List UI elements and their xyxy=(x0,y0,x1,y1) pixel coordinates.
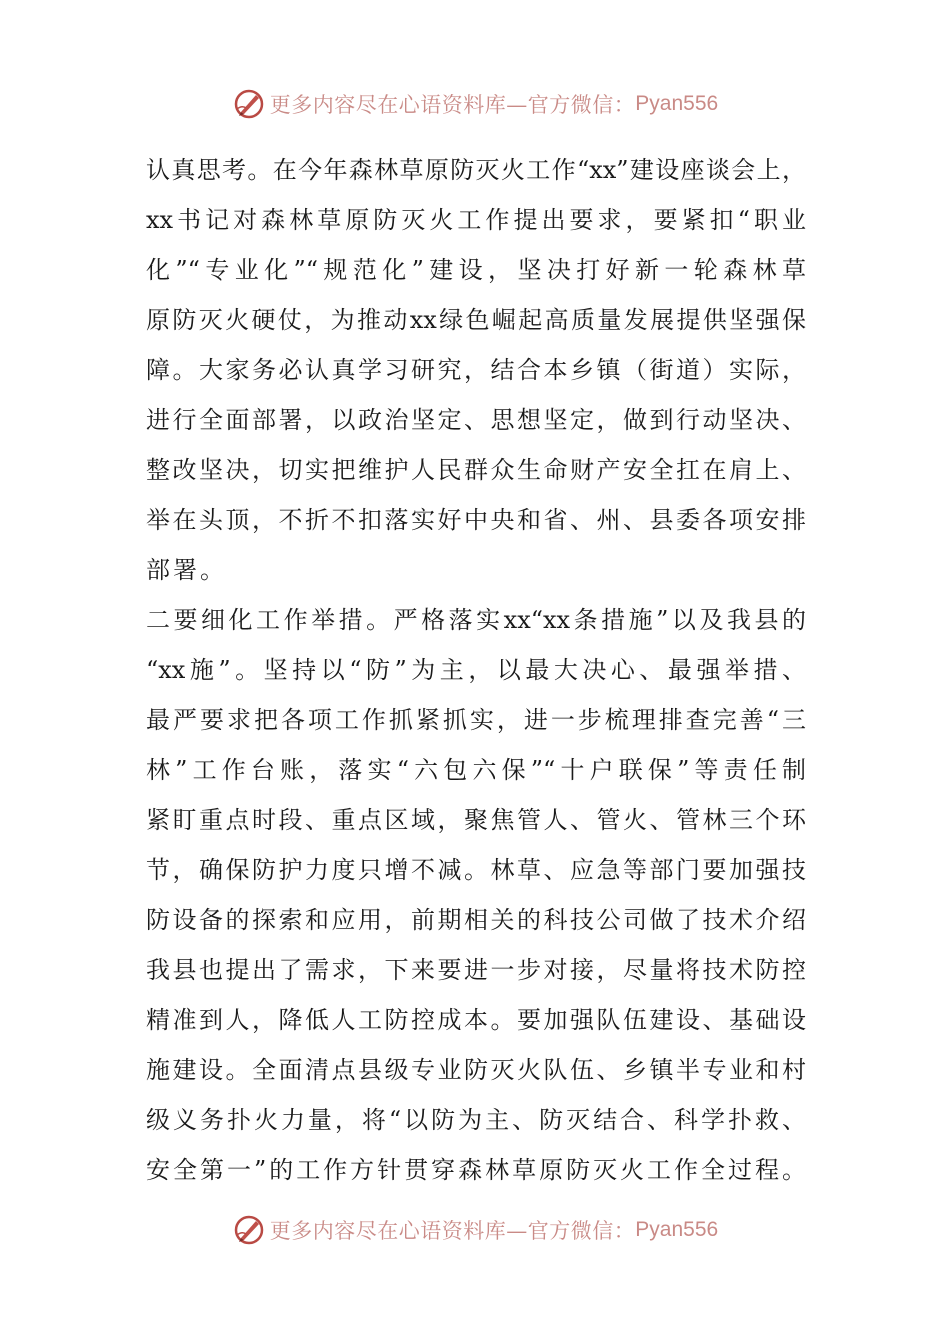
text-line: 原防灭火硬仗，为推动xx绿色崛起高质量发展提供坚强保 xyxy=(146,306,806,334)
header-watermark xyxy=(0,84,950,124)
text-line: 林”工作台账，落实“六包六保”“十户联保”等责任制 xyxy=(146,756,806,784)
text-line: 部署。 xyxy=(146,556,227,584)
watermark-wechat-id: Pyan556 xyxy=(635,1218,719,1241)
watermark-wechat-id: Pyan556 xyxy=(635,92,719,115)
text-line: 级义务扑火力量，将“以防为主、防灭结合、科学扑救、 xyxy=(146,1106,806,1134)
watermark-text: 更多内容尽在心语资料库—官方微信： xyxy=(269,93,636,117)
text-line: 安全第一”的工作方针贯穿森林草原防灭火工作全过程。 xyxy=(146,1156,806,1184)
text-line: 认真思考。在今年森林草原防灭火工作“xx”建设座谈会上， xyxy=(146,156,806,184)
text-line: 化”“专业化”“规范化”建设，坚决打好新一轮森林草 xyxy=(146,256,806,284)
text-line: 紧盯重点时段、重点区域，聚焦管人、管火、管林三个环 xyxy=(146,806,806,834)
document-body xyxy=(146,145,806,1195)
text-line: 最严要求把各项工作抓紧抓实，进一步梳理排查完善“三 xyxy=(146,706,806,734)
pen-logo-icon xyxy=(232,87,266,121)
text-line: 障。大家务必认真学习研究，结合本乡镇（街道）实际， xyxy=(146,356,806,384)
watermark-text: 更多内容尽在心语资料库—官方微信： xyxy=(269,1219,636,1243)
text-line: 举在头顶，不折不扣落实好中央和省、州、县委各项安排 xyxy=(146,506,806,534)
pen-logo-icon xyxy=(232,1213,266,1247)
text-line: 二要细化工作举措。严格落实xx“xx条措施”以及我县的 xyxy=(146,606,806,634)
text-line: 施建设。全面清点县级专业防灭火队伍、乡镇半专业和村 xyxy=(146,1056,806,1084)
text-line: 进行全面部署，以政治坚定、思想坚定，做到行动坚决、 xyxy=(146,406,806,434)
text-line: 精准到人，降低人工防控成本。要加强队伍建设、基础设 xyxy=(146,1006,806,1034)
text-line: “xx施”。坚持以“防”为主，以最大决心、最强举措、 xyxy=(146,656,806,684)
text-line: 整改坚决，切实把维护人民群众生命财产安全扛在肩上、 xyxy=(146,456,806,484)
text-line: xx书记对森林草原防灭火工作提出要求，要紧扣“职业 xyxy=(146,206,806,234)
text-line: 节，确保防护力度只增不减。林草、应急等部门要加强技 xyxy=(146,856,806,884)
text-line: 防设备的探索和应用，前期相关的科技公司做了技术介绍 xyxy=(146,906,806,934)
text-line: 我县也提出了需求，下来要进一步对接，尽量将技术防控 xyxy=(146,956,806,984)
footer-watermark xyxy=(0,1210,950,1250)
